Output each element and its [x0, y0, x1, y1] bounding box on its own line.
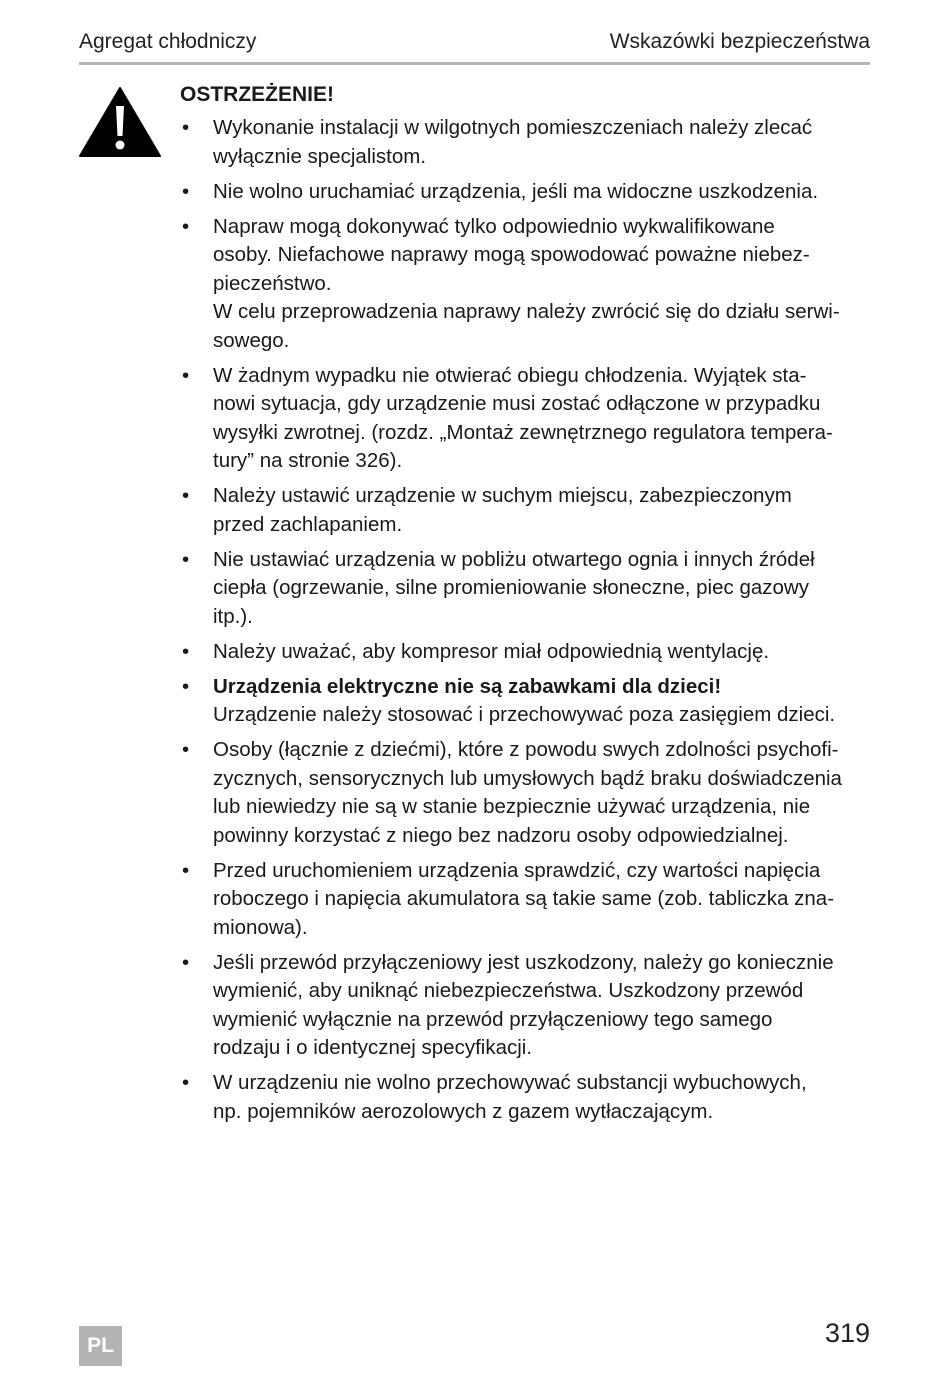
warning-item-line: W celu przeprowadzenia naprawy należy zwrócić się do działu serwi-: [213, 300, 840, 323]
warning-item-line: wysyłki zwrotnej. (rozdz. „Montaż zewnętrznego regulatora tempera-: [213, 420, 833, 444]
warning-item-line: mionowa).: [213, 915, 308, 939]
warning-list-item: [180, 178, 872, 207]
bullet-icon: •: [182, 116, 190, 139]
warning-heading: OSTRZEŻENIE!: [180, 83, 335, 106]
bullet-icon: •: [182, 484, 190, 507]
bullet-icon: •: [182, 547, 190, 571]
warning-item-line: Urządzenie należy stosować i przechowywać poza zasięgiem dzieci.: [213, 703, 836, 726]
warning-item-line: wymienić wyłącznie na przewód przyłączeniowy tego samego: [213, 1007, 773, 1031]
warning-item-bold-line: Urządzenia elektryczne nie są zabawkami dla dzieci!: [213, 674, 722, 698]
warning-item-line: zycznych, sensorycznych lub umysłowych bądź braku doświadczenia: [213, 766, 842, 790]
warning-item-line: Osoby (łącznie z dziećmi), które z powodu swych zdolności psychofi-: [213, 738, 839, 761]
warning-item-line: tury” na stronie 326).: [213, 449, 403, 472]
bullet-icon: •: [182, 738, 190, 761]
bullet-icon: •: [182, 214, 190, 238]
bullet-icon: •: [182, 858, 190, 882]
warning-item-line: rodzaju i o identycznej specyfikacji.: [213, 1036, 533, 1059]
warning-item-line: Nie ustawiać urządzenia w pobliżu otwartego ognia i innych źródeł: [213, 547, 815, 571]
bullet-icon: •: [182, 1071, 190, 1094]
language-badge: PL: [79, 1326, 122, 1366]
warning-item-line: W urządzeniu nie wolno przechowywać substancji wybuchowych,: [213, 1071, 807, 1094]
warning-item-line: Przed uruchomieniem urządzenia sprawdzić, czy wartości napięcia: [213, 858, 821, 882]
warning-list-item: [180, 1069, 872, 1126]
bullet-icon: •: [182, 674, 190, 698]
warning-item-line: roboczego i napięcia akumulatora są takie same (zob. tabliczka zna-: [213, 887, 835, 910]
page-header: [79, 28, 870, 65]
warning-list-item: [180, 482, 872, 539]
page-number: 319: [824, 1318, 870, 1348]
warning-item-line: Wykonanie instalacji w wilgotnych pomieszczeniach należy zlecać: [213, 116, 813, 139]
warning-list-item: [180, 857, 872, 943]
warning-item-line: lub niewiedzy nie są w stanie bezpiecznie używać urządzenia, nie: [213, 795, 811, 818]
warning-item-line: powinny korzystać z niego bez nadzoru osoby odpowiedzialnej.: [213, 823, 789, 847]
warning-item-line: Jeśli przewód przyłączeniowy jest uszkodzony, należy go koniecznie: [213, 950, 834, 974]
warning-list: [180, 114, 872, 1133]
warning-item-line: wyłącznie specjalistom.: [213, 144, 427, 168]
warning-item-line: ciepła (ogrzewanie, silne promieniowanie słoneczne, piec gazowy: [213, 576, 809, 599]
warning-item-line: nowi sytuacja, gdy urządzenie musi zostać odłączone w przypadku: [213, 392, 821, 415]
warning-item-line: W żadnym wypadku nie otwierać obiegu chłodzenia. Wyjątek sta-: [213, 363, 807, 387]
warning-item-line: pieczeństwo.: [213, 271, 332, 295]
warning-list-item: [180, 362, 872, 476]
warning-list-item: [180, 213, 872, 356]
warning-list-item: [180, 673, 872, 730]
bullet-icon: •: [182, 950, 190, 974]
warning-item-line: osoby. Niefachowe naprawy mogą spowodować poważne niebez-: [213, 243, 810, 266]
warning-item-line: Napraw mogą dokonywać tylko odpowiednio wykwalifikowane: [213, 214, 775, 238]
warning-list-item: [180, 949, 872, 1063]
warning-item-line: wymienić, aby uniknąć niebezpieczeństwa. Uszkodzony przewód: [213, 979, 804, 1002]
warning-item-line: Nie wolno uruchamiać urządzenia, jeśli ma widoczne uszkodzenia.: [213, 179, 819, 203]
header-section-title: Wskazówki bezpieczeństwa: [609, 30, 870, 53]
warning-item-line: np. pojemników aerozolowych z gazem wytłaczającym.: [213, 1099, 714, 1123]
warning-item-line: przed zachlapaniem.: [213, 512, 403, 536]
bullet-icon: •: [182, 639, 190, 663]
warning-item-line: sowego.: [213, 328, 290, 352]
warning-item-line: Należy uważać, aby kompresor miał odpowiednią wentylację.: [213, 639, 770, 663]
bullet-icon: •: [182, 363, 190, 387]
warning-list-item: [180, 638, 872, 667]
warning-list-item: [180, 114, 872, 171]
warning-triangle-icon: [79, 86, 161, 158]
warning-item-line: Należy ustawić urządzenie w suchym miejscu, zabezpieczonym: [213, 484, 792, 507]
warning-list-item: [180, 546, 872, 632]
bullet-icon: •: [182, 179, 190, 203]
header-document-title: Agregat chłodniczy: [79, 30, 257, 53]
warning-list-item: [180, 736, 872, 850]
warning-item-line: itp.).: [213, 604, 253, 628]
